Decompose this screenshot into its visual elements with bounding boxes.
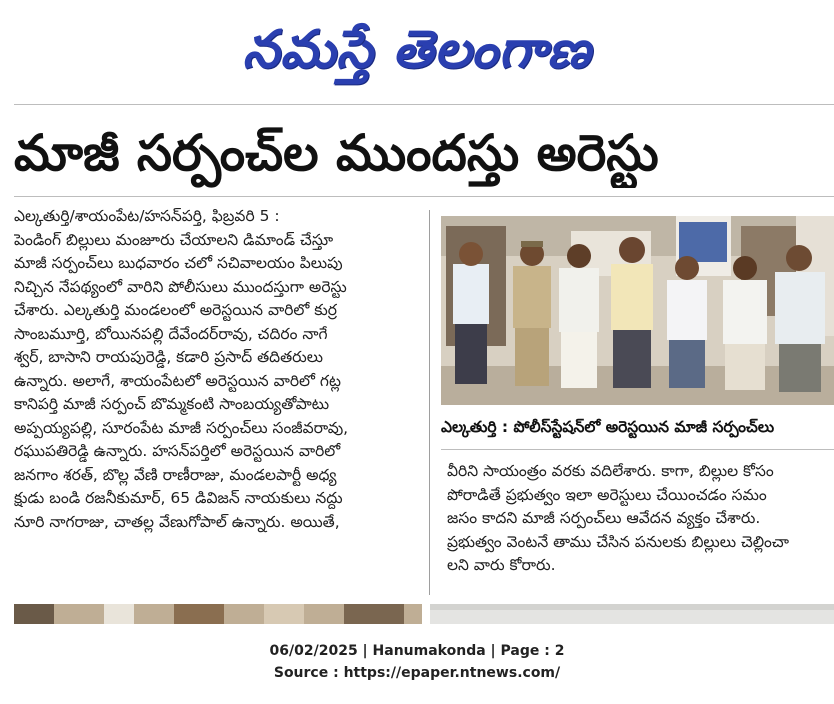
body-text-line: రఘుపతిరెడ్డి ఉన్నారు. హసన్‌పర్తిలో అరెస్టయిన వారిలో: [14, 442, 341, 460]
source-link[interactable]: Source : https://epaper.ntnews.com/: [273, 665, 561, 681]
body-text-line: కానిపర్తి మాజీ సర్పంచ్ బొమ్మకంటి సాంబయ్యతోపాటు: [14, 395, 330, 413]
body-text-line: చేశారు. ఎల్కతుర్తి మండలంలో అరెస్టయిన వారిలో కుర్ర: [14, 301, 337, 319]
article-photo: [441, 216, 834, 405]
body-text-line: అప్పయ్యపల్లి, సూరంపేట మాజీ సర్పంచ్‌లు సంజీవరావు,: [14, 418, 349, 437]
body-text-line: జనగాం శరత్, బొల్ల వేణి రాణీరాజు, మండలపార్టీ అధ్య: [14, 465, 337, 484]
photo-caption: ఎల్కతుర్తి : పోలీస్‌స్టేషన్‌లో అరెస్టయిన మాజీ సర్పంచ్‌లు: [441, 418, 775, 436]
cutoff-photo-right: [430, 604, 834, 624]
headline-rule: [14, 196, 834, 197]
body-text-line: ఎల్కతుర్తి/శాయంపేట/హసన్‌పర్తి, ఫిబ్రవరి 5 :: [14, 207, 280, 225]
photo-illustration: [441, 216, 834, 405]
body-text-line: ప్రభుత్వం వెంటనే తాము చేసిన పనులకు బిల్లులు చెల్లించా: [447, 532, 789, 551]
cutoff-photo-left: [14, 604, 422, 624]
masthead-rule: [14, 104, 834, 105]
body-text-line: పెండింగ్ బిల్లులు మంజూరు చేయాలని డిమాండ్ చేస్తూ: [14, 230, 334, 249]
body-text-line: లని వారు కోరారు.: [447, 556, 556, 574]
body-text-line: ఉన్నారు. అలాగే, శాయంపేటలో అరెస్టయిన వారిలో గట్ల: [14, 371, 341, 390]
article-headline: మాజీ సర్పంచ్‌ల ముందస్తు అరెస్టు: [14, 124, 659, 182]
masthead: [0, 0, 834, 100]
page-footer: [0, 640, 834, 684]
newspaper-title: నమస్తే తెలంగాణ: [242, 20, 592, 80]
body-text-line: మాజీ సర్పంచ్‌లు బుధవారం చలో సచివాలయం పిలుపు: [14, 254, 343, 272]
body-text-line: నూరి నాగరాజు, చాతల్ల వేణుగోపాల్ ఉన్నారు. అయితే,: [14, 512, 340, 531]
body-text-line: సాంబమూర్తి, బోయినపల్లి దేవేందర్‌రావు, చదిరం నాగే: [14, 324, 328, 343]
body-text-line: పోరాడితే ప్రభుత్వం ఇలా అరెస్టులు చేయించడం సమం: [447, 485, 767, 504]
body-text-line: శ్వర్, బాసాని రాయపురెడ్డి, కడారి ప్రసాద్ తదితరులు: [14, 348, 324, 366]
body-text-line: వీరిని సాయంత్రం వరకు వదిలేశారు. కాగా, బిల్లుల కోసం: [447, 462, 774, 480]
column-divider: [429, 210, 430, 595]
body-text-line: నిచ్చిన నేపథ్యంలో వారిని పోలీసులు ముందస్తుగా అరెస్టు: [14, 277, 347, 296]
article-body-right: [447, 460, 834, 600]
body-text-line: క్షుడు బండి రజనీకుమార్, 65 డివిజన్ నాయకులు నద్దు: [14, 489, 343, 507]
body-text-line: జసం కాదని మాజీ సర్పంచ్‌లు ఆవేదన వ్యక్తం చేశారు.: [447, 509, 761, 527]
caption-rule: [441, 449, 834, 450]
edition-info: 06/02/2025 | Hanumakonda | Page : 2: [269, 643, 565, 659]
article-body-left: [14, 205, 422, 601]
